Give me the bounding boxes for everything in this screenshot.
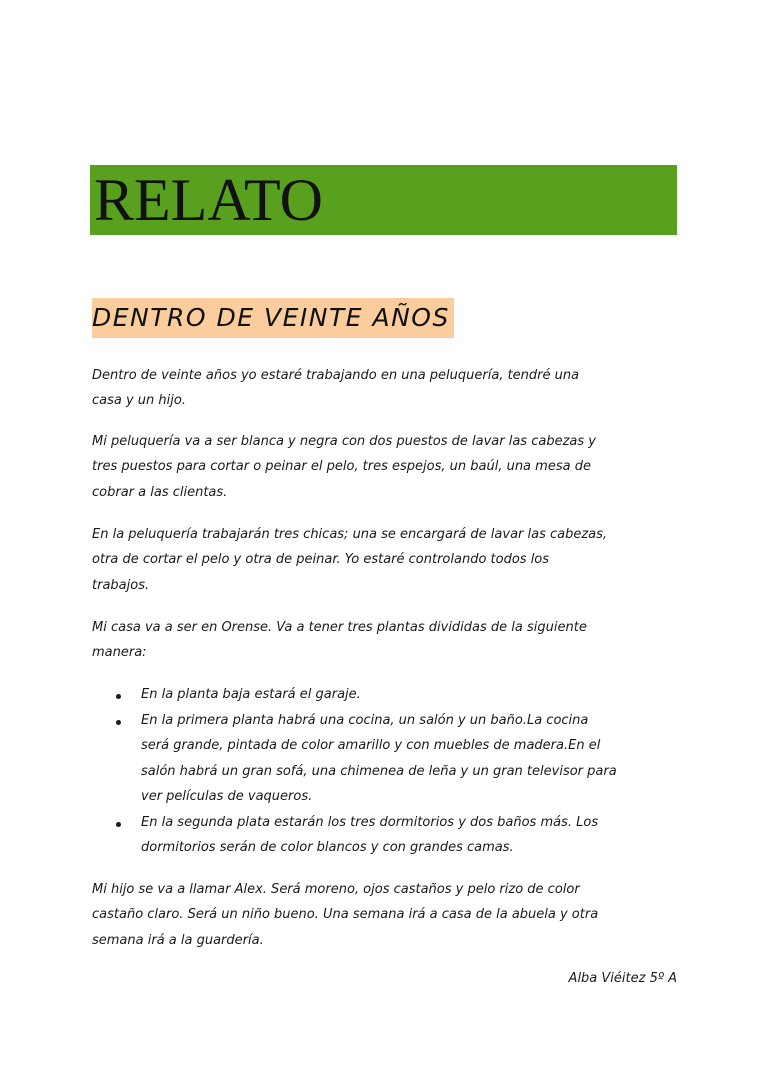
title-banner — [90, 165, 677, 235]
page-title: RELATO — [94, 167, 323, 233]
bullet-2-line: En la primera planta habrá una cocina, un salón y un baño.La cocina — [141, 713, 589, 728]
closing-paragraph-line: castaño claro. Será un niño bueno. Una semana irá a casa de la abuela y otra — [92, 907, 599, 922]
closing-paragraph-line: Mi hijo se va a llamar Alex. Será moreno, ojos castaños y pelo rizo de color — [92, 882, 580, 897]
paragraph-4-line: manera: — [92, 645, 147, 660]
paragraph-3-line: En la peluquería trabajarán tres chicas; una se encargará de lavar las cabezas, — [92, 527, 608, 542]
paragraph-4-line: Mi casa va a ser en Orense. Va a tener tres plantas divididas de la siguiente — [92, 620, 587, 635]
paragraph-3-line: trabajos. — [92, 578, 150, 593]
bullet-2-line: será grande, pintada de color amarillo y con muebles de madera.En el — [141, 738, 601, 753]
bullet-1-line: En la planta baja estará el garaje. — [141, 687, 361, 702]
paragraph-1-line: Dentro de veinte años yo estaré trabajando en una peluquería, tendré una — [92, 368, 580, 383]
bullet-2-line: salón habrá un gran sofá, una chimenea de leña y un gran televisor para — [141, 764, 617, 779]
paragraph-2-line: tres puestos para cortar o peinar el pelo, tres espejos, un baúl, una mesa de — [92, 459, 591, 474]
paragraph-1-line: casa y un hijo. — [92, 393, 186, 408]
bullet-dot — [116, 694, 121, 699]
bullet-dot — [116, 822, 121, 827]
bullet-3-line: En la segunda plata estarán los tres dormitorios y dos baños más. Los — [141, 815, 599, 830]
closing-paragraph-line: semana irá a la guardería. — [92, 933, 264, 948]
author-signature: Alba Viéitez 5º A — [568, 971, 677, 986]
bullet-dot — [116, 720, 121, 725]
bullet-2-line: ver películas de vaqueros. — [141, 789, 313, 804]
paragraph-2-line: Mi peluquería va a ser blanca y negra con dos puestos de lavar las cabezas y — [92, 434, 596, 449]
bullet-3-line: dormitorios serán de color blancos y con grandes camas. — [141, 840, 514, 855]
subtitle-heading: DENTRO DE VEINTE AÑOS — [92, 298, 454, 338]
paragraph-3-line: otra de cortar el pelo y otra de peinar. Yo estaré controlando todos los — [92, 552, 550, 567]
paragraph-2-line: cobrar a las clientas. — [92, 485, 228, 500]
